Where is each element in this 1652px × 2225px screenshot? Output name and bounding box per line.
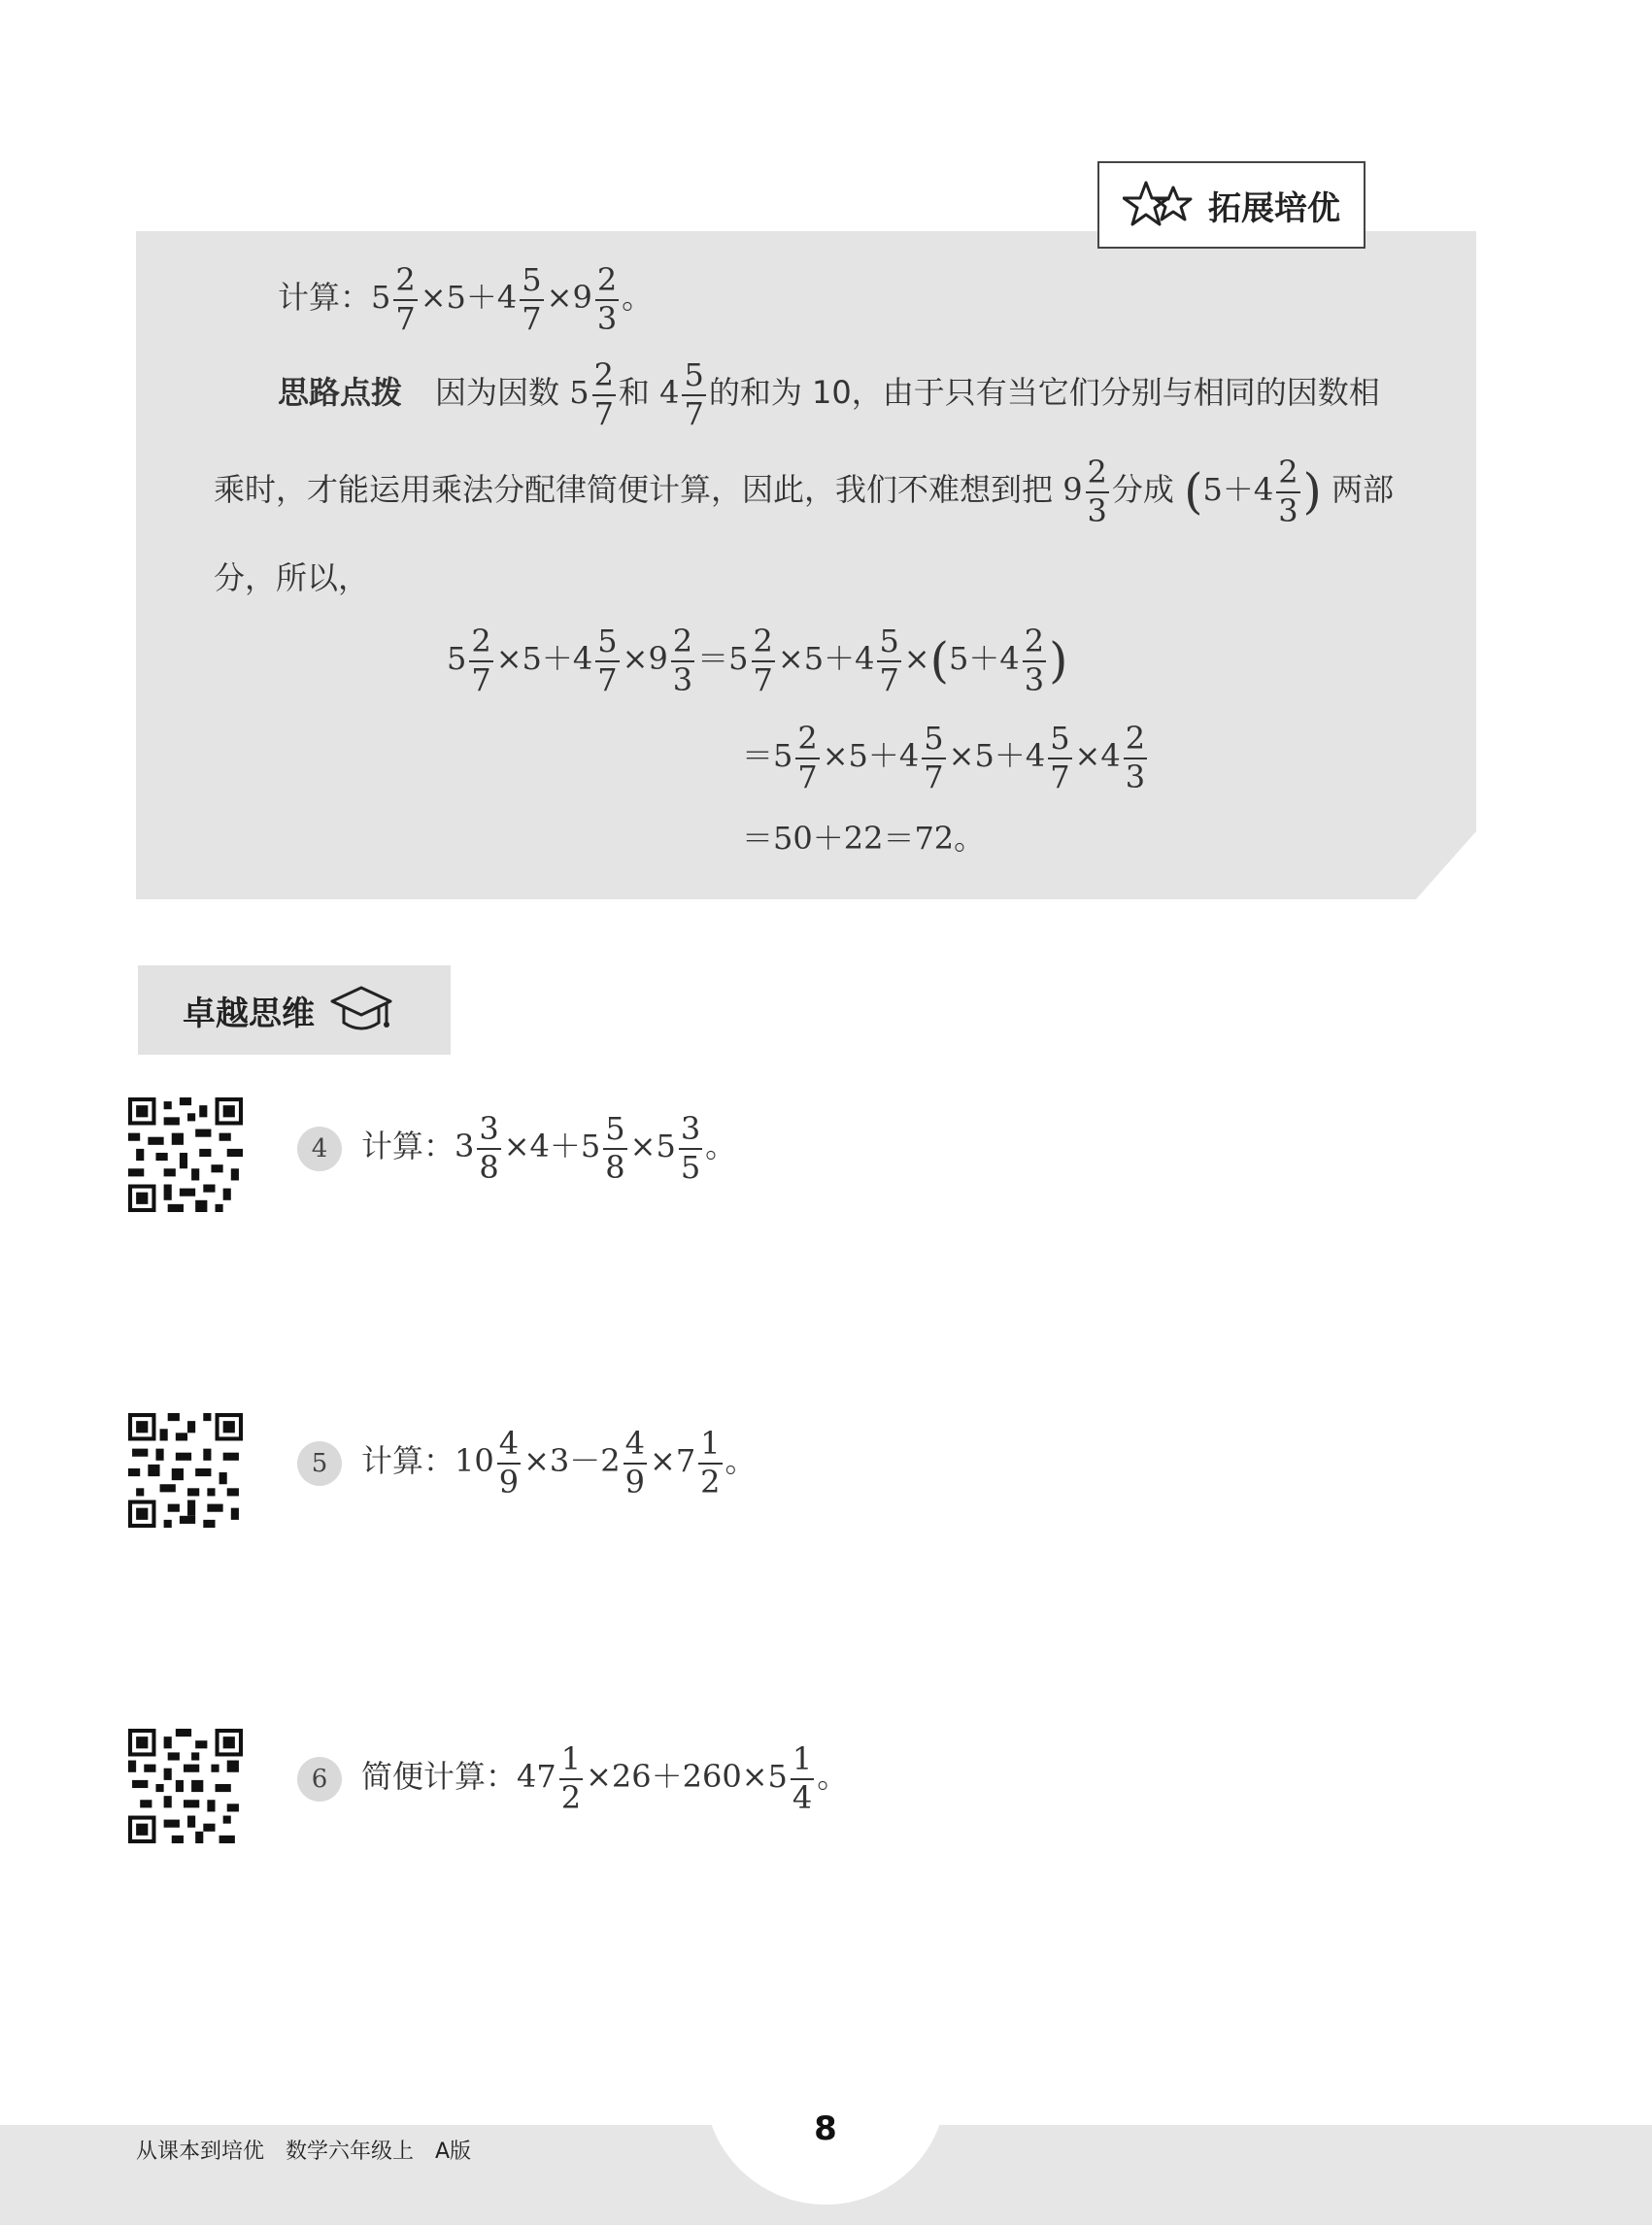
fraction: $\frac{2}{7}$	[797, 720, 818, 795]
question-6: 6 简便计算：47 $\frac{1}{2}$ ×26＋260×5 $\frac{1}{4}$ 。	[297, 1743, 848, 1814]
book-title: 从课本到培优 数学六年级上 A版	[136, 2140, 472, 2164]
fraction: $\frac{5}{8}$	[605, 1110, 625, 1186]
right-paren: )	[1302, 462, 1322, 520]
operator-text: ×9	[546, 279, 592, 317]
question-label: 计算：	[361, 1442, 455, 1480]
fraction: $\frac{2}{3}$	[1087, 454, 1107, 529]
left-paren: (	[1184, 462, 1203, 520]
fraction: $\frac{2}{3}$	[1278, 454, 1298, 529]
fraction: $\frac{5}{7}$	[522, 261, 542, 337]
page-number-circle	[704, 1962, 947, 2205]
fraction: $\frac{2}{3}$	[1125, 720, 1146, 795]
question-label: 计算：	[361, 1128, 455, 1165]
problem-label: 计算：	[278, 279, 372, 317]
operator-text: 5＋4	[1202, 471, 1274, 509]
hint-line-3	[214, 554, 369, 598]
equation-result: ＝50＋22＝72。	[742, 820, 986, 857]
extension-problem	[278, 261, 654, 337]
operator-text: ×5＋4	[420, 279, 518, 317]
page-number: 8	[814, 2109, 837, 2148]
hint-text: 分成	[1111, 471, 1174, 509]
hint-text: 分，所以，	[214, 559, 370, 596]
fraction: $\frac{5}{7}$	[1050, 720, 1070, 795]
fraction: $\frac{2}{3}$	[596, 261, 618, 337]
qr-code-icon[interactable]	[128, 1729, 243, 1843]
hint-text: 因为因数	[435, 374, 560, 412]
fraction: $\frac{2}{3}$	[1024, 623, 1045, 698]
fraction: $\frac{4}{9}$	[498, 1425, 520, 1500]
fraction: $\frac{1}{2}$	[700, 1425, 721, 1500]
qr-code-icon[interactable]	[128, 1097, 243, 1212]
hint-line-2	[214, 456, 1394, 527]
fraction: $\frac{5}{7}$	[879, 623, 899, 698]
thinking-header	[138, 965, 451, 1055]
extension-title: 拓展培优	[1208, 188, 1340, 228]
whole-number: 4	[659, 374, 680, 412]
equation-line-2: ＝5 $\frac{2}{7}$ ×5＋4 $\frac{5}{7}$ ×5＋4 $\frac{5}{7}$ ×4 $\frac{2}{3}$	[742, 720, 1146, 795]
fraction: $\frac{3}{8}$	[479, 1110, 499, 1186]
fraction: $\frac{2}{3}$	[672, 623, 693, 698]
fraction: $\frac{1}{2}$	[560, 1740, 582, 1816]
hint-text: 和	[618, 374, 650, 412]
right-paren: )	[1049, 631, 1068, 689]
fraction: $\frac{2}{7}$	[753, 623, 773, 698]
qr-code-icon[interactable]	[128, 1413, 243, 1528]
hint-text: 乘时，才能运用乘法分配律简便计算，因此，我们不难想到把	[214, 471, 1054, 509]
question-number-badge: 5	[297, 1441, 342, 1486]
fraction: $\frac{5}{7}$	[597, 623, 618, 698]
thinking-title: 卓越思维	[183, 994, 315, 1033]
question-4: 4 计算：3 $\frac{3}{8}$ ×4＋5 $\frac{5}{8}$ ×5 $\frac{3}{5}$ 。	[297, 1113, 736, 1184]
fraction: $\frac{2}{7}$	[471, 623, 491, 698]
fraction: $\frac{2}{7}$	[395, 261, 416, 337]
hint-line-1	[278, 356, 1380, 432]
question-number-badge: 6	[297, 1757, 342, 1802]
fraction: $\frac{4}{9}$	[624, 1425, 645, 1500]
question-5: 5 计算：10 $\frac{4}{9}$ ×3－2 $\frac{4}{9}$ ×7 $\frac{1}{2}$ 。	[297, 1428, 757, 1499]
equation-line-1: 5 $\frac{2}{7}$ ×5＋4 $\frac{5}{7}$ ×9 $\frac{2}{3}$ ＝5 $\frac{2}{7}$ ×5＋4 $\frac{5}{7}$ ×(5＋4 $\frac{2}{3}$ )	[447, 623, 1068, 698]
fraction: $\frac{5}{7}$	[924, 720, 944, 795]
hint-label: 思路点拨	[278, 374, 403, 412]
double-star-icon	[1123, 180, 1195, 230]
graduation-cap-icon	[330, 984, 392, 1036]
period: 。	[622, 279, 654, 317]
fraction: $\frac{1}{4}$	[792, 1740, 813, 1816]
hint-text: 两部	[1332, 471, 1395, 509]
fraction: $\frac{3}{5}$	[680, 1110, 701, 1186]
fraction: $\frac{2}{7}$	[593, 356, 614, 432]
left-paren: (	[929, 631, 949, 689]
question-label: 简便计算：	[361, 1758, 518, 1796]
whole-number: 5	[371, 279, 391, 317]
extension-title-box	[1097, 161, 1365, 249]
hint-text: 的和为 10，由于只有当它们分别与相同的因数相	[708, 374, 1380, 412]
question-number-badge: 4	[297, 1127, 342, 1171]
whole-number: 5	[569, 374, 590, 412]
equation-line-3	[742, 814, 985, 859]
fraction: $\frac{5}{7}$	[684, 356, 704, 432]
whole-number: 9	[1062, 471, 1083, 509]
